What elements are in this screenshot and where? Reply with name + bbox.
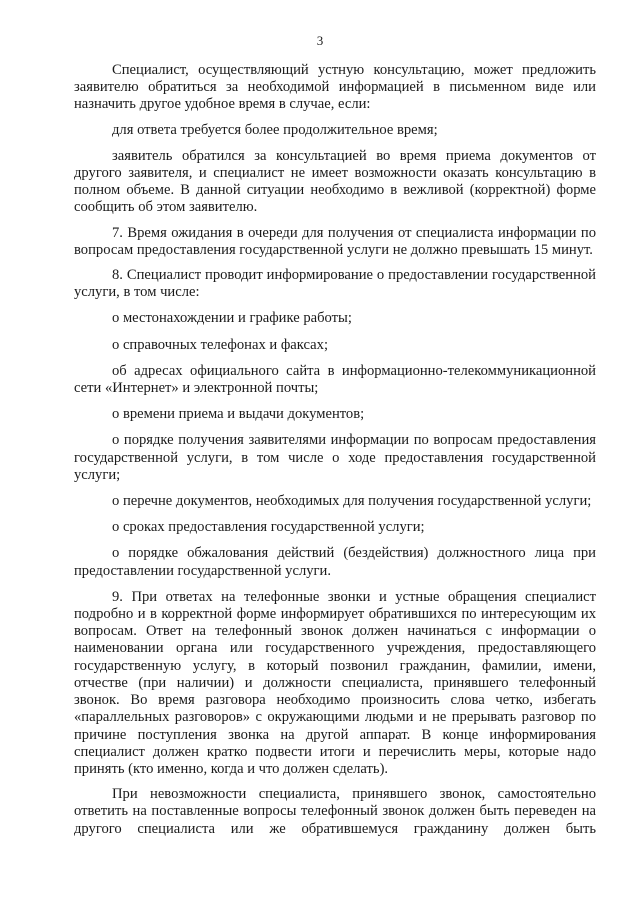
- list-item-documents: о перечне документов, необходимых для получения государственной услуги;: [112, 493, 592, 510]
- paragraph-9-phone-calls: 9. При ответах на телефонные звонки и устные обращения специалист подробно и в корректной форме информирует обратившихся по интересующим их вопросам. Ответ на телефонный звонок должен начинаться с информации о наименовании органа или государственного учреждения, предоставляющего государственную услугу, в который позвонил гражданин, фамилии, имени, отчестве (при наличии) и должности специалиста, принявшего телефонный звонок. Во время разговора необходимо произносить слова четко, избегать «параллельных разговоров» с окружающими людьми и не прерывать разговор по причине поступления звонка на другой аппарат. В конце информирования специалист должен кратко подвести итоги и перечислить меры, которые надо принять (кто именно, когда и что должен сделать).: [74, 588, 596, 777]
- page-number: 3: [316, 33, 324, 48]
- paragraph-call-transfer: При невозможности специалиста, принявшего звонок, самостоятельно ответить на поставленные вопросы телефонный звонок должен быть переведен на другого специалиста или же обратившемуся гражданину должен быть: [74, 786, 596, 837]
- paragraph-8-informing: 8. Специалист проводит информирование о предоставлении государственной услуги, в том числе:: [74, 267, 596, 301]
- paragraph-consultation-intro: Специалист, осуществляющий устную консультацию, может предложить заявителю обратиться за необходимой информацией в письменном виде или назначить другое удобное время в случае, если:: [74, 62, 596, 113]
- list-item-information-procedure: о порядке получения заявителями информации по вопросам предоставления государственной услуги, в том числе о ходе предоставления государственной услуги;: [74, 432, 596, 483]
- list-item-during-reception: заявитель обратился за консультацией во время приема документов от другого заявителя, и специалист не имеет возможности оказать консультацию в полном объеме. В данной ситуации необходимо в вежливой (корректной) форме сообщить об этом заявителю.: [74, 147, 596, 216]
- list-item-phones: о справочных телефонах и факсах;: [112, 336, 328, 353]
- list-item-location: о местонахождении и графике работы;: [112, 310, 352, 327]
- document-body: [74, 62, 596, 838]
- list-item-longer-time: для ответа требуется более продолжительное время;: [112, 121, 438, 138]
- list-item-terms: о сроках предоставления государственной услуги;: [112, 519, 425, 536]
- paragraph-7-waiting-time: 7. Время ожидания в очереди для получения от специалиста информации по вопросам предоставления государственной услуги не должно превышать 15 минут.: [74, 224, 596, 258]
- list-item-appeal: о порядке обжалования действий (бездействия) должностного лица при предоставлении государственной услуги.: [74, 545, 596, 579]
- list-item-website: об адресах официального сайта в информационно-телекоммуникационной сети «Интернет» и электронной почты;: [74, 362, 596, 397]
- list-item-reception-time: о времени приема и выдачи документов;: [112, 406, 365, 423]
